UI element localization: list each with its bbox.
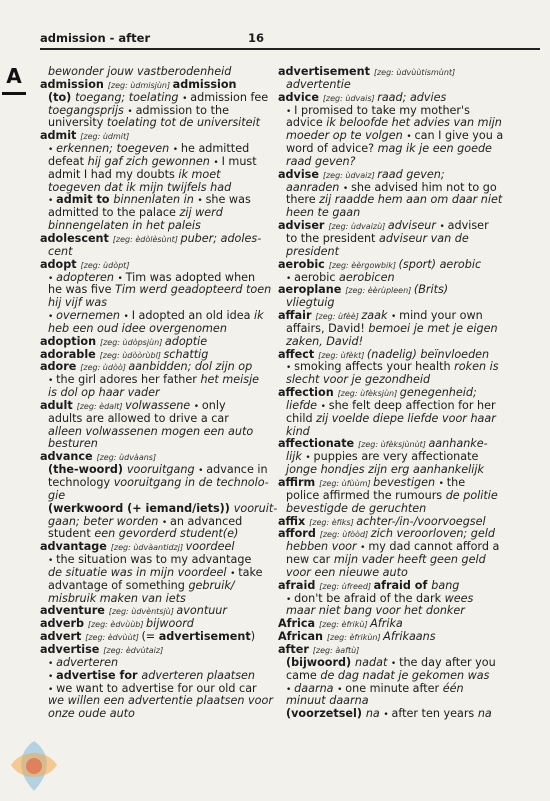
headword-text: adorable: [40, 347, 100, 361]
translation-text: aanhanke-: [428, 437, 488, 451]
bullet-text: •: [117, 273, 126, 284]
translation-text: de situatie was in mijn voordeel: [48, 565, 231, 579]
example-text: adviser: [447, 219, 489, 233]
pronunciation-text: [zeg: èèrgowbik]: [328, 260, 399, 270]
translation-text: het meisje: [200, 373, 260, 387]
headword-text: adverb: [40, 617, 88, 631]
example-text: word of advice?: [286, 142, 378, 156]
pronunciation-text: [zeg: ùfèè]: [315, 312, 362, 322]
text-line: [278, 413, 544, 426]
example-text: my dad cannot afford a: [368, 540, 500, 554]
translation-text: zich veroorloven; geld: [370, 527, 495, 541]
bullet-text: •: [213, 157, 222, 168]
label-text: (werkwoord (+ iemand/iets)): [48, 501, 234, 515]
bullet-text: •: [48, 671, 57, 682]
bullet-text: •: [48, 273, 57, 284]
pronunciation-text: [zeg: èdòlèsùnt]: [112, 234, 181, 244]
translation-text: genegenheid;: [399, 386, 477, 400]
pronunciation-text: [zeg: èfrikùn]: [326, 633, 384, 643]
example-text: ): [250, 630, 256, 644]
translation-text: overnemen: [56, 309, 124, 323]
headword-text: admission: [40, 77, 108, 91]
bullet-text: •: [161, 517, 171, 528]
translation-text: zij raadde hem aan om daar niet: [319, 193, 503, 207]
pronunciation-text: [zeg: ùfùùm]: [319, 479, 374, 488]
translation-text: volwassene: [125, 398, 194, 412]
headword-text: adventure: [40, 604, 109, 618]
translation-text: achter-/in-/voorvoegsel: [356, 514, 486, 528]
translation-text: nadat: [355, 655, 391, 669]
bullet-text: •: [391, 312, 400, 323]
example-text: new car: [286, 553, 334, 567]
headword-text: affection: [278, 386, 338, 400]
headword-text: adult: [40, 398, 77, 412]
example-text: admission fee: [190, 90, 269, 104]
headword-text: after: [278, 642, 313, 656]
bullet-text: •: [286, 363, 295, 374]
bullet-text: •: [439, 222, 448, 233]
headword-text: adoption: [40, 334, 100, 348]
headword-text: affirm: [278, 476, 320, 489]
translation-text: voordeel: [185, 540, 235, 554]
example-text: police affirmed the rumours: [286, 488, 446, 502]
translation-text: na: [477, 707, 492, 721]
bullet-text: •: [342, 183, 352, 194]
headword-text: adolescent: [40, 231, 113, 245]
example-text: puppies are very affectionate: [313, 450, 479, 464]
example-text: one minute after: [345, 681, 443, 695]
example-text: only: [201, 398, 226, 412]
example-text: after ten years: [391, 707, 478, 721]
translation-text: erkennen; toegeven: [56, 142, 173, 156]
example-text: adults are allowed to drive a car: [48, 411, 229, 425]
pronunciation-text: [zeg: ùfèksjùnùt]: [358, 440, 429, 450]
label-text: (bijwoord): [286, 655, 356, 669]
example-text: admitted to the palace: [48, 206, 180, 220]
example-text: affairs, David!: [286, 321, 369, 335]
headword-text: afraid of: [373, 578, 432, 592]
translation-text: kind: [286, 424, 310, 438]
example-text: mind your own: [399, 309, 483, 323]
translation-text: misbruik maken van iets: [48, 591, 186, 605]
translation-text: bemoei je met je eigen: [368, 321, 498, 335]
translation-text: avontuur: [176, 604, 228, 618]
translation-text: we willen een advertentie plaatsen voor: [48, 694, 273, 708]
headword-text: Africa: [278, 617, 319, 631]
headword-text: advertisement: [278, 65, 374, 78]
example-text: aerobic: [294, 270, 340, 284]
translation-text: één: [442, 681, 464, 695]
pronunciation-text: [zeg: èdvùùt]: [85, 633, 142, 643]
translation-text: raad geven;: [377, 167, 445, 181]
translation-text: adverteren: [56, 655, 119, 669]
translation-text: vliegtuig: [286, 296, 335, 310]
running-head: admission - after: [40, 31, 151, 45]
translation-text: heen te gaan: [286, 206, 361, 220]
translation-text: moeder op te volgen: [286, 129, 407, 143]
translation-text: (nadelig) beïnvloeden: [366, 347, 490, 361]
translation-text: liefde: [286, 398, 321, 412]
translation-text: vooruitgang: [126, 463, 199, 477]
translation-text: bijwoord: [146, 617, 194, 631]
translation-text: bang: [431, 578, 460, 592]
translation-text: minuut daarna: [286, 694, 369, 708]
pronunciation-text: [zeg: ùdvaizù]: [328, 222, 388, 232]
bullet-text: •: [48, 145, 57, 156]
headword-text: admission: [172, 77, 237, 91]
translation-text: wees: [444, 591, 474, 605]
bullet-text: •: [286, 106, 295, 117]
headword-text: affair: [278, 309, 316, 323]
translation-text: jonge hondjes zijn erg aanhankelijk: [286, 463, 484, 477]
example-text: she advised him not to go: [351, 180, 497, 194]
page-number: 16: [248, 31, 265, 45]
thumb-index-bar: [2, 92, 26, 95]
translation-text: vooruitgang in de technolo-: [113, 476, 269, 489]
example-text: take: [238, 565, 263, 579]
label-text: admit to: [56, 193, 114, 207]
translation-text: heb een oud idee overgenomen: [48, 321, 227, 335]
bullet-text: •: [123, 312, 132, 323]
headword-text: admit: [40, 129, 81, 143]
text-line: [278, 708, 544, 721]
example-text: smoking affects your health: [294, 360, 455, 374]
example-text: don't be afraid of the dark: [294, 591, 445, 605]
example-text: she felt deep affection for her: [328, 398, 496, 412]
translation-text: Afrika: [370, 617, 403, 631]
example-text: I promised to take my mother's: [294, 103, 470, 117]
example-text: student: [48, 527, 95, 541]
example-text: defeat: [48, 154, 88, 168]
headword-text: afford: [278, 527, 320, 541]
headword-text: affect: [278, 347, 319, 361]
translation-text: adoptie: [164, 334, 208, 348]
translation-text: hebben voor: [286, 540, 361, 554]
bullet-text: •: [286, 594, 295, 605]
translation-text: Afrikaans: [383, 630, 436, 644]
example-text: university: [48, 116, 107, 130]
example-text: I adopted an old idea: [131, 309, 255, 323]
example-text: Tim was adopted when: [125, 270, 256, 284]
label-text: (to): [48, 90, 76, 104]
bullet-text: •: [193, 401, 202, 412]
headword-text: advice: [278, 90, 323, 104]
example-text: an advanced: [170, 514, 243, 528]
pronunciation-text: [zeg: ùdvùùtismùnt]: [373, 68, 456, 77]
translation-text: mag ik je een goede: [377, 142, 492, 156]
translation-text: hij vijf was: [48, 296, 108, 310]
example-text: the: [446, 476, 466, 489]
translation-text: toelating tot de universiteit: [106, 116, 261, 130]
pronunciation-text: [zeg: ùdòpsjùn]: [99, 337, 165, 347]
pronunciation-text: [zeg: ùfèksjùn]: [337, 389, 400, 399]
translation-text: besturen: [48, 437, 98, 451]
headword-text: advantage: [40, 540, 111, 554]
translation-text: bevestigde de geruchten: [286, 501, 427, 515]
header-rule: [40, 48, 540, 50]
example-text: child: [286, 411, 317, 425]
translation-text: zij voelde diepe liefde voor haar: [316, 411, 496, 425]
translation-text: adverteren plaatsen: [141, 668, 255, 682]
example-text: the day after you: [399, 655, 496, 669]
example-text: can I give you a: [414, 129, 504, 143]
example-text: the situation was to my advantage: [56, 553, 252, 567]
example-text: technology: [48, 476, 114, 489]
example-text: he was five: [48, 283, 116, 297]
translation-text: gaan; beter worden: [48, 514, 162, 528]
translation-text: bewonder jouw vastberodenheid: [48, 65, 232, 78]
example-text: came: [286, 668, 321, 682]
bullet-text: •: [286, 273, 295, 284]
bullet-text: •: [390, 658, 400, 669]
translation-text: aerobicen: [339, 270, 395, 284]
translation-text: mijn vader heeft geen geld: [333, 553, 486, 567]
watermark-logo-icon: [3, 735, 65, 797]
translation-text: adviseur van de: [379, 231, 469, 245]
headword-text: adore: [40, 360, 81, 374]
translation-text: aanbidden; dol zijn op: [128, 360, 253, 374]
headword-text: aerobic: [278, 257, 329, 271]
headword-text: aeroplane: [278, 283, 346, 297]
translation-text: gie: [48, 488, 66, 502]
translation-text: (sport) aerobic: [398, 257, 482, 271]
headword-text: affix: [278, 514, 310, 528]
headword-text: affectionate: [278, 437, 359, 451]
translation-text: toegang; toelating: [75, 90, 183, 104]
translation-text: een gevorderd student(e): [94, 527, 239, 541]
translation-text: vooruit-: [233, 501, 278, 515]
headword-text: advertise: [40, 642, 104, 656]
bullet-text: •: [406, 132, 415, 143]
example-text: (=: [141, 630, 159, 644]
example-text: admission to the: [135, 103, 229, 117]
translation-text: schattig: [163, 347, 209, 361]
translation-text: slecht voor je gezondheid: [286, 373, 431, 387]
translation-text: (Brits): [413, 283, 449, 297]
bullet-text: •: [48, 376, 57, 387]
translation-text: voor een nieuwe auto: [286, 565, 408, 579]
pronunciation-text: [zeg: ùfèkt]: [318, 350, 367, 360]
translation-text: lijk: [286, 450, 306, 464]
translation-text: zij werd: [179, 206, 223, 220]
translation-text: aanraden: [286, 180, 343, 194]
example-text: admit I had my doubts: [48, 167, 179, 181]
translation-text: de politie: [445, 488, 498, 502]
translation-text: roken is: [454, 360, 499, 374]
pronunciation-text: [zeg: ùdvaiz]: [322, 170, 378, 180]
example-text: I must: [221, 154, 257, 168]
text-line: [40, 233, 272, 246]
headword-text: African: [278, 630, 327, 644]
translation-text: ik: [254, 309, 264, 323]
translation-text: bevestigen: [373, 476, 439, 489]
bullet-text: •: [197, 196, 206, 207]
translation-text: na: [365, 707, 384, 721]
pronunciation-text: [zeg: èdvùtaiz]: [103, 645, 164, 655]
translation-text: raad geven?: [286, 154, 356, 168]
translation-text: raad; advies: [377, 90, 447, 104]
pronunciation-text: [zeg: èdvùùb]: [87, 620, 147, 630]
pronunciation-text: [zeg: ùdvàantidzj]: [110, 543, 186, 553]
pronunciation-text: [zeg: ùdvàans]: [96, 453, 157, 463]
bullet-text: •: [198, 466, 207, 477]
example-text: advance in: [206, 463, 268, 477]
example-text: advantage of something: [48, 578, 189, 592]
translation-text: de dag nadat je gekomen was: [320, 668, 490, 682]
translation-text: adviseur: [387, 219, 440, 233]
example-text: there: [286, 193, 320, 207]
pronunciation-text: [zeg: èfiks]: [309, 517, 357, 527]
translation-text: cent: [48, 244, 73, 258]
translation-text: ik beloofde het advies van mijn: [326, 116, 502, 130]
translation-text: ik moet: [178, 167, 221, 181]
bullet-text: •: [383, 710, 392, 721]
translation-text: binnengelaten in het paleis: [48, 219, 201, 233]
headword-text: advance: [40, 450, 97, 464]
translation-text: daarna: [294, 681, 338, 695]
pronunciation-text: [zeg: èdalt]: [76, 401, 126, 411]
bullet-text: •: [286, 684, 295, 695]
label-text: (voorzetsel): [286, 707, 366, 721]
left-column: [40, 65, 278, 721]
headword-text: advert: [40, 630, 86, 644]
translation-text: toegangsprijs: [48, 103, 128, 117]
headword-text: advertisement: [158, 630, 251, 644]
bullet-text: •: [48, 312, 57, 323]
page-header: [40, 31, 540, 49]
pronunciation-text: [zeg: ùdòpt]: [80, 260, 130, 270]
bullet-text: •: [48, 556, 57, 567]
translation-text: maar niet bang voor het donker: [286, 604, 465, 618]
pronunciation-text: [zeg: èfrikù]: [318, 620, 371, 630]
bullet-text: •: [438, 479, 447, 489]
right-column: [278, 66, 544, 721]
translation-text: adopteren: [56, 270, 118, 284]
example-text: to the president: [286, 231, 379, 245]
pronunciation-text: [zeg: àaftù]: [312, 645, 360, 655]
translation-text: puber; adoles-: [180, 231, 262, 245]
headword-text: adviser: [278, 219, 329, 233]
bullet-text: •: [48, 196, 57, 207]
translation-text: alleen volwassenen mogen een auto: [48, 424, 254, 438]
headword-text: advise: [278, 167, 323, 181]
text-line: [40, 477, 272, 490]
translation-text: zaken, David!: [286, 334, 364, 348]
headword-text: adopt: [40, 257, 81, 271]
translation-text: toegeven dat ik mijn twijfels had: [48, 180, 232, 194]
text-line: [40, 708, 272, 721]
headword-text: afraid: [278, 578, 320, 592]
example-text: she was: [205, 193, 251, 207]
pronunciation-text: [zeg: èèrùpleen]: [345, 286, 414, 296]
bullet-text: •: [182, 93, 191, 104]
label-text: (the-woord): [48, 463, 127, 477]
pronunciation-text: [zeg: ùdvais]: [322, 93, 378, 103]
text-line: [278, 631, 544, 644]
example-text: advice: [286, 116, 327, 130]
translation-text: zaak: [361, 309, 391, 323]
bullet-text: •: [320, 401, 329, 412]
translation-text: president: [286, 244, 339, 258]
pronunciation-text: [zeg: ùfreed]: [319, 581, 374, 591]
label-text: advertise for: [56, 668, 142, 682]
thumb-index-letter: A: [6, 64, 22, 88]
bullet-text: •: [48, 658, 57, 669]
bullet-text: •: [230, 568, 239, 579]
bullet-text: •: [172, 145, 181, 156]
translation-text: is dol op haar vader: [48, 386, 160, 400]
translation-text: binnenlaten in: [113, 193, 198, 207]
pronunciation-text: [zeg: ùfòòd]: [319, 530, 371, 540]
translation-text: advertentie: [286, 77, 351, 91]
pronunciation-text: [zeg: ùdmit]: [80, 132, 130, 142]
translation-text: Tim werd geadopteerd toen: [115, 283, 272, 297]
pronunciation-text: [zeg: ùdòò]: [80, 363, 129, 373]
example-text: he admitted: [180, 142, 250, 156]
bullet-text: •: [48, 684, 57, 695]
translation-text: onze oude auto: [48, 707, 135, 721]
translation-text: gebruik/: [188, 578, 235, 592]
bullet-text: •: [305, 453, 314, 464]
example-text: the girl adores her father: [56, 373, 201, 387]
example-text: we want to advertise for our old car: [56, 681, 257, 695]
bullet-text: •: [360, 543, 369, 554]
pronunciation-text: [zeg: ùdvèntsjù]: [108, 607, 177, 617]
bullet-text: •: [337, 684, 346, 695]
pronunciation-text: [zeg: ùdòòrùbl]: [99, 350, 164, 360]
bullet-text: •: [127, 106, 136, 117]
pronunciation-text: [zeg: ùdmisjùn]: [107, 80, 173, 90]
translation-text: hij gaf zich gewonnen: [87, 154, 214, 168]
